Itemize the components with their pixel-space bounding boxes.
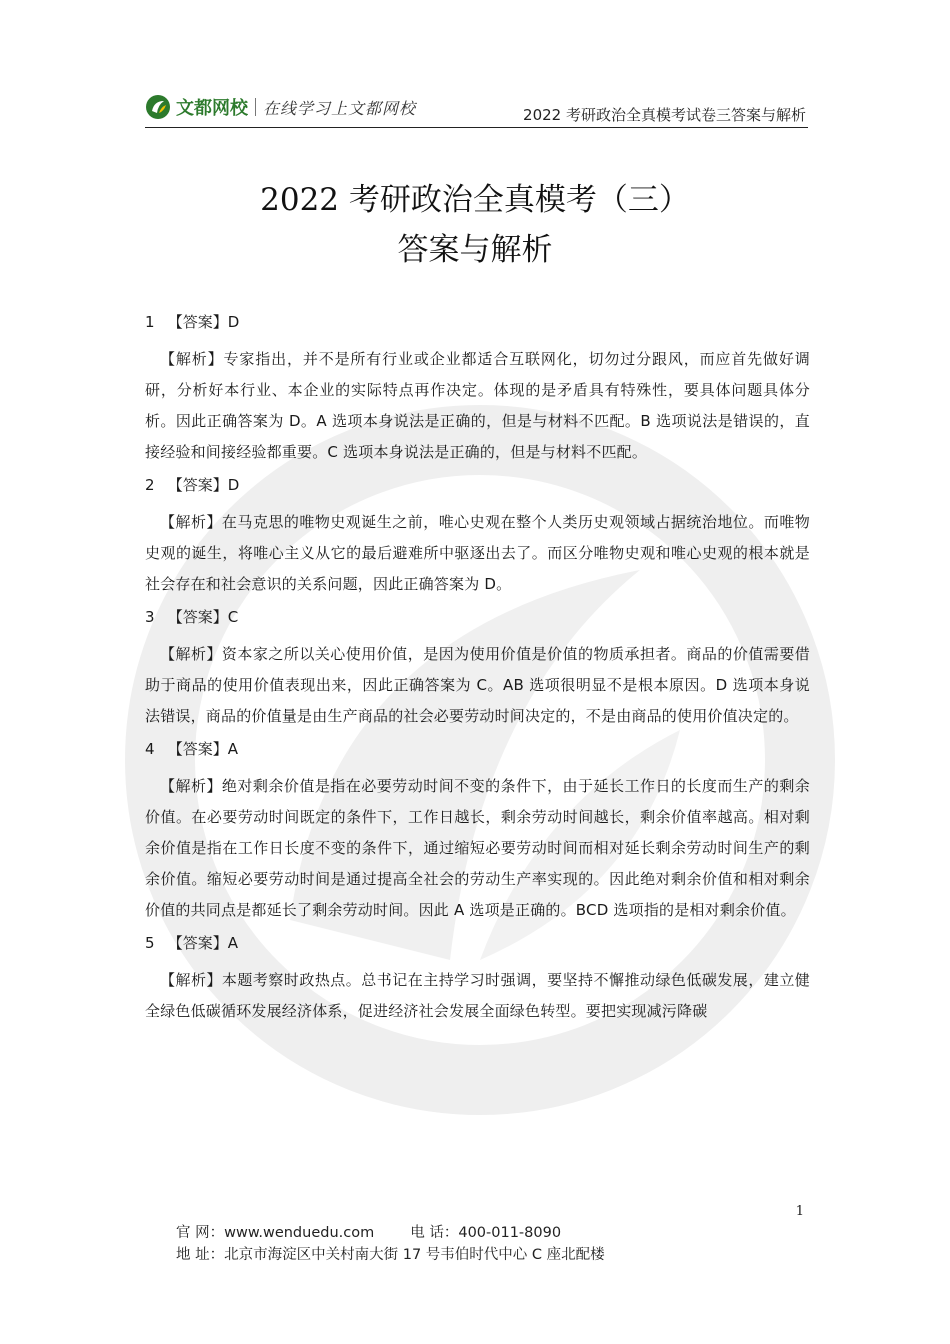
analysis-text: 【解析】在马克思的唯物史观诞生之前，唯心史观在整个人类历史观领域占据统治地位。而唯物史观的诞生，将唯心主义从它的最后避难所中驱逐出去了。而区分唯物史观和唯心史观的根本就是社会存在和社会意识的关系问题，因此正确答案为 D。 [145, 513, 810, 593]
brand-name: 文都网校 [176, 98, 248, 119]
answer-line [145, 602, 810, 633]
answer-line [145, 470, 810, 501]
answer-line [145, 734, 810, 765]
answer-item [145, 470, 810, 600]
footer-phone: 电 话：400-011-8090 [410, 1225, 562, 1241]
answer-text: 【答案】A [167, 934, 239, 952]
header-document-title: 2022 考研政治全真模考试卷三答案与解析 [523, 106, 806, 124]
answer-text: 【答案】D [167, 313, 240, 331]
answer-item [145, 602, 810, 732]
question-number: 5 [145, 934, 155, 952]
page-footer [176, 1222, 605, 1266]
analysis-text: 【解析】本题考察时政热点。总书记在主持学习时强调，要坚持不懈推动绿色低碳发展，建立健全绿色低碳循环发展经济体系，促进经济社会发展全面绿色转型。要把实现减污降碳 [145, 971, 810, 1020]
answer-item [145, 734, 810, 926]
logo-divider [255, 98, 256, 116]
analysis-text: 【解析】绝对剩余价值是指在必要劳动时间不变的条件下，由于延长工作日的长度而生产的剩余价值。在必要劳动时间既定的条件下，工作日越长，剩余劳动时间越长，剩余价值率越高。相对剩余价值是指在工作日长度不变的条件下，通过缩短必要劳动时间而相对延长剩余劳动时间生产的剩余价值。缩短必要劳动时间是通过提高全社会的劳动生产率实现的。因此绝对剩余价值和相对剩余价值的共同点是都延长了剩余劳动时间。因此 A 选项是正确的。BCD 选项指的是相对剩余价值。 [145, 777, 810, 919]
answer-text: 【答案】D [167, 476, 240, 494]
answer-line [145, 928, 810, 959]
answer-item [145, 307, 810, 468]
question-number: 4 [145, 740, 155, 758]
footer-website: 官 网：www.wenduedu.com [176, 1225, 375, 1241]
analysis-text: 【解析】资本家之所以关心使用价值，是因为使用价值是价值的物质承担者。商品的价值需要借助于商品的使用价值表现出来，因此正确答案为 C。AB 选项很明显不是根本原因。D 选项本身说法错误，商品的价值量是由生产商品的社会必要劳动时间决定的，不是由商品的使用价值决定的。 [145, 645, 810, 725]
footer-contact-line [176, 1222, 605, 1244]
footer-address: 地 址：北京市海淀区中关村南大街 17 号韦伯时代中心 C 座北配楼 [176, 1247, 605, 1263]
page-header [145, 88, 808, 128]
wendu-logo-icon [145, 94, 171, 120]
question-number: 1 [145, 313, 155, 331]
answer-text: 【答案】C [167, 608, 239, 626]
brand-slogan: 在线学习上文都网校 [263, 98, 417, 118]
answer-item [145, 928, 810, 1027]
answer-line [145, 307, 810, 338]
question-number: 3 [145, 608, 155, 626]
document-title-line-2: 答案与解析 [397, 232, 553, 268]
answer-text: 【答案】A [167, 740, 239, 758]
answer-list [145, 305, 810, 1027]
page-number: 1 [795, 1204, 804, 1219]
document-title-line-1: 2022 考研政治全真模考（三） [260, 182, 690, 218]
analysis-text: 【解析】专家指出，并不是所有行业或企业都适合互联网化，切勿过分跟风，而应首先做好调研，分析好本行业、本企业的实际特点再作决定。体现的是矛盾具有特殊性，要具体问题具体分析。因此正确答案为 D。A 选项本身说法是正确的，但是与材料不匹配。B 选项说法是错误的，直接经验和间接经验都重要。C 选项本身说法是正确的，但是与材料不匹配。 [145, 350, 810, 461]
header-divider [145, 127, 808, 128]
question-number: 2 [145, 476, 155, 494]
brand-logo [145, 92, 416, 122]
